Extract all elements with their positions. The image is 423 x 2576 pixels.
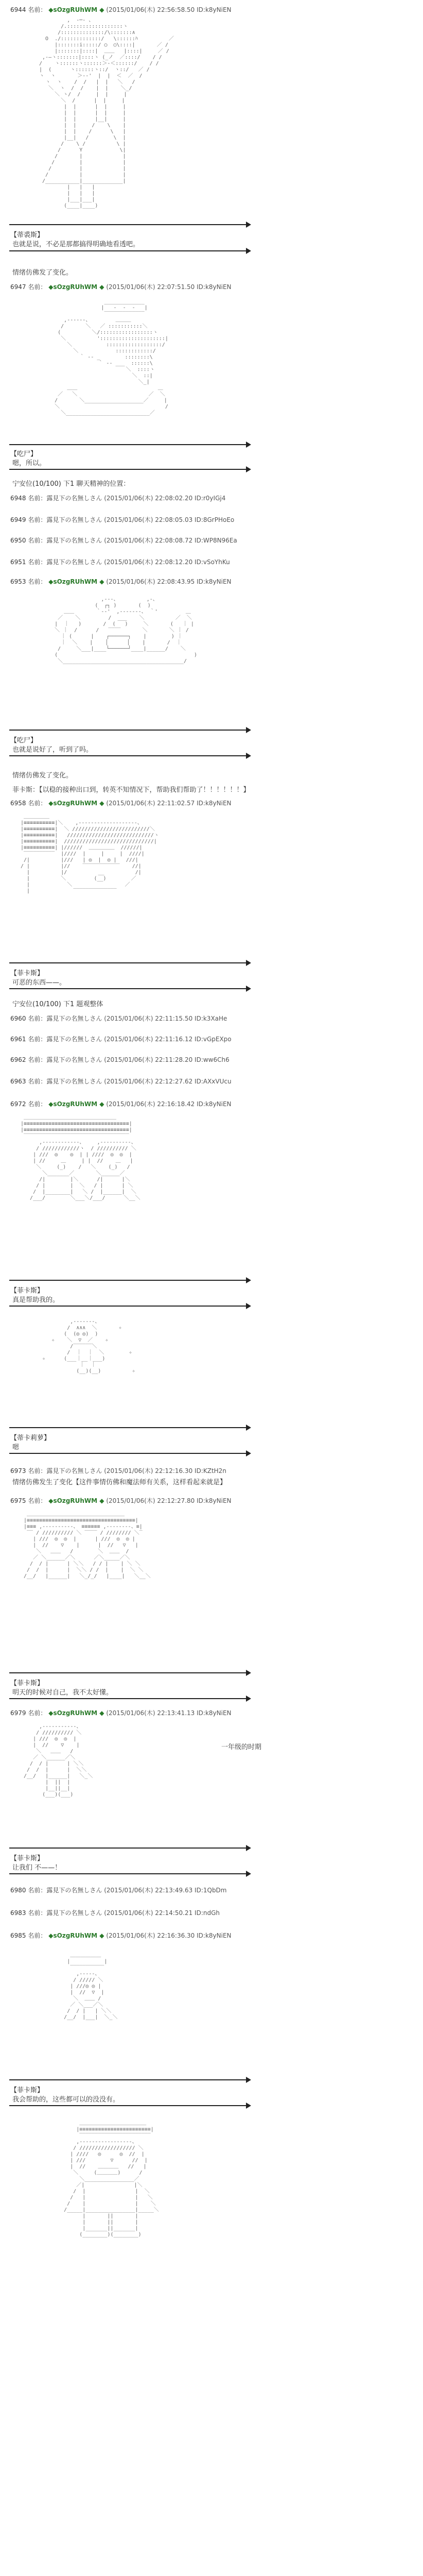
ascii-art: ＿＿＿＿＿ |≡≡≡≡≡≡≡≡≡≡|＼ ,-‐‐‐‐‐‐‐‐‐‐‐‐‐‐‐‐‐-、 |≡≡≡≡≡≡≡≡≡≡| ＼ /////////////////////////＼ |≡≡≡≡≡≡≡≡≡≡| ////////////////////////////ヽ |≡≡≡≡≡≡≡≡≡≡| /////////////////////////////| |≡≡≡≡≡≡≡≡≡≡| |////// ＿＿＿＿＿ //////| ‾‾‾‾‾‾‾‾‾‾ |//// | | | ////| /| |/// | ◎ | ◎ | ///| / | |// ‾‾‾‾‾‾‾‾‾‾‾‾ //| | |/ __ /| | ＼ (__) ／ | ＼ ／ | ‾‾‾‾‾‾‾‾‾‾‾‾‾‾ [21,814,159,894]
ascii-art: ＿＿＿＿＿＿＿＿＿＿＿＿＿＿＿＿＿＿ |≡≡≡≡≡≡≡≡≡≡≡≡≡≡≡≡≡≡≡≡≡≡≡≡≡≡≡≡≡≡≡≡≡≡| |≡≡≡≡≡≡≡≡≡≡≡≡≡≡≡≡≡≡≡≡≡≡≡≡≡≡≡≡≡≡≡≡≡≡| ‾‾‾‾‾‾‾‾‾‾‾‾‾‾‾‾‾‾‾‾‾‾‾‾‾‾‾‾‾‾‾‾‾‾ ,-‐‐‐‐‐‐‐‐‐‐-、 ,-‐‐‐‐‐‐‐‐-、 / ////////////ヽ / ////////// ＼ | /// ◎ ◎ | | //// ◎ ◎ | | // ＿ | | // ＿ | ＼ (_) / ＼ (_) / ＼_______／ ＼______／ /| |＼ /| |＼ / | | ＼ / | | ＼ / |________| ＼ / |______| ＼ /___/ ＼___＼/___/ ＼__＼ [21,1115,140,1201]
post-header [10,5,232,14]
speaker-label: 【菲卡斯】 [10,1855,44,1862]
post-label: 名前： [28,1100,47,1108]
dialogue-line: 也就是说好了，听到了吗。 [12,746,93,754]
divider [9,988,246,989]
post-date: (2015/01/06(木) 22:08:12.20 ID:vSoYhKu [104,558,230,566]
post-number: 6985 [10,1932,26,1939]
post-label: 名前： [28,578,47,585]
post-header [10,577,232,586]
speaker-label: 【蒂裘斯】 [10,231,44,239]
divider [9,1672,246,1673]
ascii-art: , -─- 、 /.::::::::::::::::::ヽ /::::::::::::::/\:::::::∧ O ./:::::::::::::/ \::::::ﾊ ／ |:::::::i:::::/ ○ ○\::::| ／ / |:::::::|::::| ＿＿ |::::| ／ / ,-―ヽ:::::::|::::ヽ (_ノ ／::::/ / / / ヽ::::::ヽ::::::＞‐＜::::::/ / / | ( ヽ::::::ヽ::/ ヽ::/ ／ / ヽ ヽ ＞-‐' | | ＜ ／ / ヽ ヽ / / | | ＼ / ＼ ヽ / / | | ＼_/ ＼ ヽ/ / | | | ＼ / | | | | | | | | | | | | | | | |__| | | | / \ | | | / \ | |__| / \ | / \ / \ | / Y \| / | | / | | / | | / | | /___________|_____________| | | | | | | |___|___| (____|____) [39,18,174,209]
divider [9,224,246,225]
speaker-label: 【菲卡斯】 [10,1287,44,1295]
speaker-label: 【菲卡斯】 [10,970,44,977]
ascii-art: ＿＿＿＿＿＿＿＿＿＿＿＿＿ |≡≡≡≡≡≡≡≡≡≡≡≡≡≡≡≡≡≡≡≡≡≡≡| ‾‾‾‾‾‾‾‾‾‾‾‾‾‾‾‾‾‾‾‾‾‾‾ ,-‐‐‐‐‐‐‐‐‐‐‐‐‐‐‐-、 / ////////////////// ＼ | //// ◎ ◎ // | | /// ▽ // | | // ＿＿＿＿ // | ＼ (＿＿＿＿) / ＼________________／ ／| |＼ / | | ＼ / | | ＼ / | | ＼ /_____|________________|_____＼ | || | | || | |_______||_______| (________)(________) [64,2121,159,2238]
post-number: 6961 [10,1036,26,1043]
poster-name[interactable]: ◆sOzgRUhWM ◆ [48,578,104,585]
ascii-art: ＿＿＿＿＿＿ | | ‾‾‾‾‾‾‾‾‾‾‾ ,-‐‐‐-、 / ///// ＼ | ///◎ ◎ | | // ▽ | ＼ ＿＿ / ／ ＼___／＼ / / | | ＼＼ /__/ |___| ＼_＼ [64,1953,118,2020]
divider [9,1306,246,1307]
dialogue-line: 嗯，所以。 [12,460,46,467]
post-number: 6947 [10,283,26,291]
post-label: 名前： [28,6,47,13]
speaker-label: 【菲卡斯】 [10,1680,44,1687]
divider [9,1453,246,1454]
post-label: 名前：露見下の名無しさん [28,495,102,502]
post-date: (2015/01/06(木) 22:13:49.63 ID:1QbDm [104,1887,227,1894]
post-label: 名前： [28,283,47,291]
post-number: 6958 [10,800,26,807]
post-header [10,515,234,524]
dialogue-line: 嗯 [12,1444,20,1451]
post-date: (2015/01/06(木) 22:08:43.95 ID:k8yNiEN [106,578,232,585]
post-date: (2015/01/06(木) 22:12:27.80 ID:k8yNiEN [106,1497,232,1504]
post-date: (2015/01/06(木) 22:12:27.62 ID:AXxVUcu [104,1078,232,1085]
ascii-art: ,-‐‐‐‐‐-、 / ∧∧∧ ＼ ✧ ( (◎ ◎) ) ✧ ＼ ▽ ／ ✧ /‾‾‾‾‾‾＼ / ｜ ｜ ＼ ✧ ✧ (___｜__｜___) ｜ ｜ (__)(__) ✧ [42,1319,135,1374]
post-label: 名前： [28,800,47,807]
divider [9,250,246,251]
divider [9,1427,246,1428]
post-date: (2015/01/06(木) 22:56:58.50 ID:k8yNiEN [106,6,232,13]
divider [9,755,246,756]
post-date: (2015/01/06(木) 22:11:16.12 ID:vGpEXpo [104,1036,232,1043]
divider [9,1698,246,1699]
post-number: 6950 [10,537,26,544]
post-date: (2015/01/06(木) 22:08:08.72 ID:WP8N96Ea [104,537,237,544]
ascii-art: ＿＿＿＿＿＿＿＿＿＿＿＿＿＿＿＿＿＿＿ |≡≡≡≡≡≡≡≡≡≡≡≡≡≡≡≡≡≡≡≡≡≡≡≡≡≡≡≡≡≡≡≡≡≡≡| |≡≡≡ ,-‐‐‐‐‐‐‐‐-、 ≡≡≡≡≡≡ ,-‐‐‐‐‐‐-、≡| ‾‾ / ////////// ＼ ‾‾‾‾ / //////// ＼‾ | /// ◎ ◎ | | /// ◎ ◎ | | // ▽ | | // ▽ | ＼ ＿＿ / ＼ ＿＿ / ／ ＼______／＼ ／＼_____／＼ / / | | ＼＼ / / | | ＼ ＼ / / | | ＼＼ / / | | ＼ ＼ /__/ |______| ＼_/_/ |____| ＼__＼ [24,1512,151,1579]
post-label: 名前：露見下の名無しさん [28,516,102,523]
divider [9,2105,246,2106]
poster-name[interactable]: ◆sOzgRUhWM ◆ [48,283,104,291]
post-date: (2015/01/06(木) 22:16:18.42 ID:k8yNiEN [106,1100,232,1108]
divider [9,1873,246,1874]
post-number: 6962 [10,1056,26,1063]
post-header [10,494,225,502]
post-number: 6963 [10,1078,26,1085]
post-date: (2015/01/06(木) 22:07:51.50 ID:k8yNiEN [106,283,232,291]
poster-name[interactable]: ◆sOzgRUhWM ◆ [48,800,104,807]
post-date: (2015/01/06(木) 22:16:36.30 ID:k8yNiEN [106,1932,232,1939]
divider [9,444,246,445]
post-date: (2015/01/06(木) 22:13:41.13 ID:k8yNiEN [106,1709,232,1717]
status-note: 宁安位(10/100) 下1 题观整体 [12,1001,103,1008]
post-number: 6979 [10,1709,26,1717]
dialogue-line: 也就是说，不必是那都搞得明确地看透吧。 [12,241,140,248]
post-header [10,1014,227,1023]
post-header [10,1466,226,1475]
speaker-label: 【菲卡斯】 [10,2087,44,2094]
post-header [10,1908,220,1917]
post-label: 名前：露見下の名無しさん [28,1056,102,1063]
post-date: (2015/01/06(木) 22:12:16.30 ID:KZtH2n [104,1467,226,1475]
post-header [10,799,232,807]
narration: 情绪仿佛发了变化。 [12,772,73,779]
dialogue-line: 可恶的东西——。 [12,979,66,987]
poster-name[interactable]: ◆sOzgRUhWM ◆ [48,1497,104,1504]
post-label: 名前： [28,1497,47,1504]
dialogue-line: 让我们 不——！ [12,1864,62,1872]
post-date: (2015/01/06(木) 22:11:02.57 ID:k8yNiEN [106,800,232,807]
post-header [10,1035,232,1043]
poster-name[interactable]: ◆sOzgRUhWM ◆ [48,1709,104,1717]
divider [9,962,246,963]
poster-name[interactable]: ◆sOzgRUhWM ◆ [48,6,104,13]
post-number: 6944 [10,6,26,13]
divider [9,2079,246,2080]
post-number: 6973 [10,1467,26,1475]
ascii-art: ,-‐‐‐‐‐‐‐‐‐-、 / ////////// ＼ | /// ◎ ◎ | | // ▽ | ＼ ＿＿ / ／ ＼______／＼ / / | | ＼＼ / / | | ＼＼ /__/ |______| ＼_＼ | || | |__||__| (___)(___) [24,1724,93,1798]
post-label: 名前：露見下の名無しさん [28,1015,102,1022]
post-header [10,536,237,545]
speaker-label: 【吃尸】 [10,737,38,744]
post-number: 6960 [10,1015,26,1022]
side-caption: 一年级的时期 [221,1743,262,1751]
post-header [10,282,232,291]
post-date: (2015/01/06(木) 22:08:02.20 ID:r0yIGj4 [104,495,226,502]
post-date: (2015/01/06(木) 22:11:15.50 ID:k3XaHe [104,1015,227,1022]
post-number: 6972 [10,1100,26,1108]
post-number: 6953 [10,578,26,585]
divider [9,1848,246,1849]
post-number: 6951 [10,558,26,566]
post-label: 名前： [28,1932,47,1939]
post-header [10,1931,232,1940]
post-label: 名前：露見下の名無しさん [28,558,102,566]
post-header [10,1708,232,1717]
ascii-art: ,‐‐‐、 ,-、 ( ┌┐ ) ( ) ＿＿ ｀-‐' ,-‐‐‐‐‐-、 ｀' ＿ ／ ＼ / ___ ＼ ／ ＼ | ｜ ) / ( ) ＼ ( ｜ | ＼ ｜ / / ‾‾‾‾ ＼ ＼ ｜ / ｜ ( | ┌──────┐ | ) ｜ ｜ ＼ | │ │ | / ｜ / ＼___|____└──────┘____|______/ ＼ ( ) ＼_______________________________________/ [55,597,198,664]
poster-name[interactable]: ◆sOzgRUhWM ◆ [48,1100,104,1108]
post-number: 6980 [10,1887,26,1894]
post-date: (2015/01/06(木) 22:14:50.21 ID:ndGh [104,1909,220,1917]
status-note: 宁安位(10/100) 下1 聊天精神的位置： [12,480,130,488]
post-header [10,1077,232,1086]
narration: 情绪仿佛发了变化。 [12,269,73,277]
post-header [10,1055,230,1064]
divider [9,730,246,731]
post-label: 名前：露見下の名無しさん [28,1887,102,1894]
post-label: 名前：露見下の名無しさん [28,1467,102,1475]
speaker-label: 【蒂卡莉萝】 [10,1434,51,1442]
post-date: (2015/01/06(木) 22:08:05.03 ID:8GrPHoEo [104,516,235,523]
speaker-label: 【吃尸】 [10,450,38,458]
post-label: 名前：露見下の名無しさん [28,537,102,544]
post-label: 名前：露見下の名無しさん [28,1036,102,1043]
post-number: 6975 [10,1497,26,1504]
post-header [10,1496,232,1505]
dialogue-line: 我会帮助的，这些都可以的没没有。 [12,2096,120,2104]
post-number: 6948 [10,495,26,502]
post-date: (2015/01/06(木) 22:11:28.20 ID:ww6Ch6 [104,1056,230,1063]
dialogue-line: 明天的时候对自己，我不太好懂。 [12,1689,113,1697]
divider [9,1280,246,1281]
post-number: 6949 [10,516,26,523]
poster-name[interactable]: ◆sOzgRUhWM ◆ [48,1932,104,1939]
post-label: 名前：露見下の名無しさん [28,1909,102,1917]
reply-text: 情绪仿佛发生了变化【这件事情仿佛和魔法师有关系，这样看起来就是】 [12,1479,227,1486]
post-header [10,1886,227,1894]
post-header [10,1099,232,1108]
post-number: 6983 [10,1909,26,1917]
dialogue-line: 真是帮助我的。 [12,1296,60,1304]
post-label: 名前：露見下の名無しさん [28,1078,102,1085]
narration: 菲卡斯：【以稳的接种出口到，转英不知情况下，帮助我们帮助了！！！！！！】 [12,786,250,794]
ascii-art: _____________ | - - - | ‾‾‾‾‾‾‾‾‾‾‾‾‾ ,-‐‐‐‐-、 ＿＿＿ / ＼ ／ :::::::::::＼ ( ＼/:::::::::::::::::ヽ ＼ ':::::::::::::::::::::| ＼ ::::::::::::::::::/ ＼ ::::::::::::/ ｀ ‐- _ ::::::::\ ｀ ‐- ___ ::::::\ ＼ ::::ヽ ＼ ::| ＼_| ＿＿ ＿ ／ ＼ ／ ＼ / ＼___________________／ | ＼ / ＼___________________________／ [55,299,168,416]
post-label: 名前： [28,1709,47,1717]
divider [9,469,246,470]
post-header [10,557,230,566]
